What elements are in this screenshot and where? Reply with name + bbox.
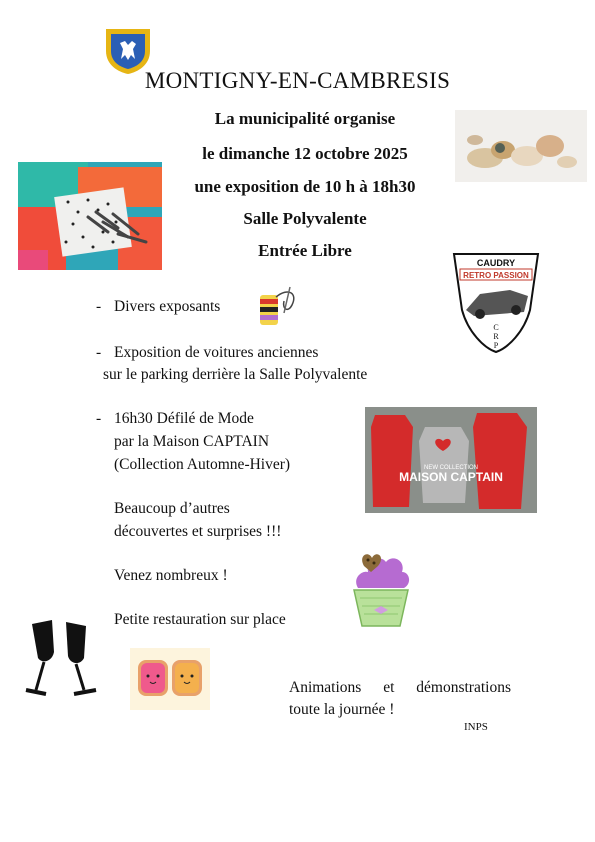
car-club-r: R <box>493 332 499 341</box>
list-item-defile: - 16h30 Défilé de Mode <box>96 410 254 427</box>
town-title: MONTIGNY-EN-CAMBRESIS <box>144 68 451 93</box>
animations-text-2: toute la journée ! <box>289 701 395 718</box>
car-club-p: P <box>493 341 499 350</box>
list-item-voitures: - Exposition de voitures anciennes <box>96 344 319 361</box>
venez-text: Venez nombreux ! <box>114 567 228 584</box>
defile-text-3: (Collection Automne-Hiver) <box>114 456 291 473</box>
header-line-2: le dimanche 12 octobre 2025 <box>202 144 408 163</box>
craft-paper-image <box>18 162 162 270</box>
cupcake-icon <box>348 548 414 630</box>
header-line-4: Salle Polyvalente <box>243 209 367 228</box>
sewing-thread-icon <box>254 283 302 329</box>
captain-small-text: NEW COLLECTION <box>423 465 479 471</box>
captain-title-text: MAISON CAPTAIN <box>399 470 503 484</box>
champagne-glasses-icon <box>22 618 102 700</box>
header-line-1: La municipalité organise <box>214 109 396 128</box>
car-club-c: C <box>493 323 499 332</box>
header-line-3: une exposition de 10 h à 18h30 <box>194 177 416 196</box>
maison-captain-image <box>365 407 537 513</box>
inps-text: INPS <box>464 721 488 733</box>
header-line-5: Entrée Libre <box>258 241 352 260</box>
restauration-text: Petite restauration sur place <box>114 611 286 628</box>
toast-characters-image <box>130 648 210 710</box>
list-item-exposants: - Divers exposants <box>96 298 221 315</box>
animations-text-1: Animations et démonstrations <box>289 679 511 696</box>
surprises-text-2: découvertes et surprises !!! <box>114 523 282 540</box>
car-club-line1: CAUDRY <box>476 258 516 268</box>
car-club-logo <box>450 250 542 354</box>
surprises-text-1: Beaucoup d’autres <box>114 500 230 517</box>
exposants-text: Divers exposants <box>114 298 221 315</box>
voitures-text-1: Exposition de voitures anciennes <box>114 344 319 361</box>
seashells-image <box>455 110 587 182</box>
car-club-line2: RETRO PASSION <box>463 271 529 280</box>
voitures-text-2: sur le parking derrière la Salle Polyvalente <box>103 366 368 383</box>
defile-text-1: 16h30 Défilé de Mode <box>114 410 254 427</box>
defile-text-2: par la Maison CAPTAIN <box>114 433 270 450</box>
